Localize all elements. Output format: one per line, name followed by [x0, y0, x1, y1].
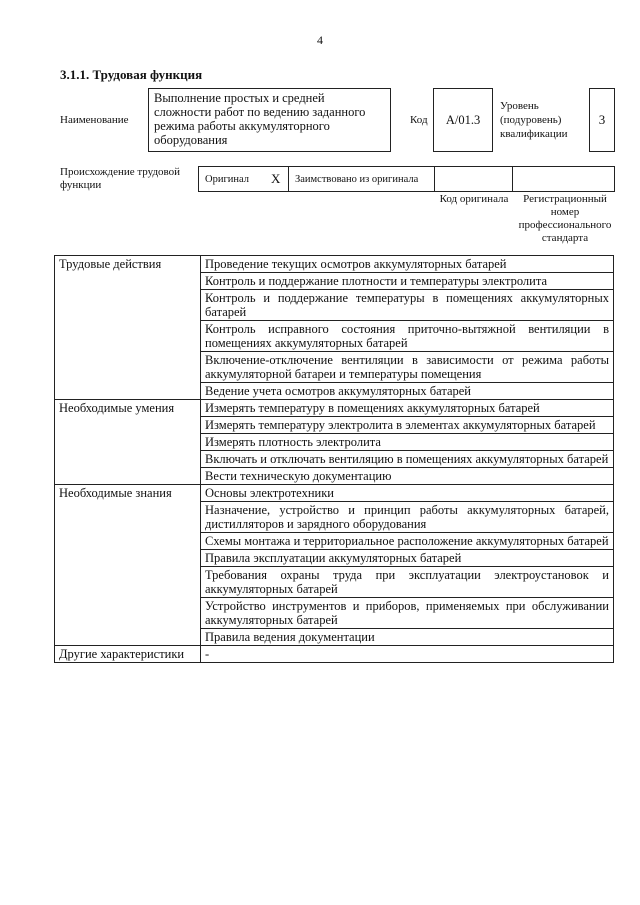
table-cell: -: [201, 646, 614, 663]
section-title-knowledge: Необходимые знания: [55, 485, 201, 646]
level-label: Уровень (подуровень) квалификации: [500, 100, 568, 140]
function-table: [54, 255, 614, 663]
function-name: Выполнение простых и средней сложности работ по ведению заданного режима работы аккумуляторного оборудования: [148, 88, 391, 152]
origin-label: Происхождение трудовой функции: [60, 166, 181, 191]
origin-box: [198, 166, 615, 192]
table-row: [55, 485, 614, 502]
code-original-label: Код оригинала: [439, 193, 509, 205]
table-cell: Вести техническую документацию: [201, 468, 614, 485]
page-number: 4: [317, 33, 323, 47]
code-label: Код: [410, 114, 428, 126]
function-code: А/01.3: [433, 88, 493, 152]
section-title-skills: Необходимые умения: [55, 400, 201, 485]
code-original-cell: [435, 167, 513, 191]
table-row: [55, 400, 614, 417]
function-level: 3: [589, 88, 615, 152]
name-label: Наименование: [60, 114, 129, 126]
original-cell: [199, 167, 289, 191]
section-title-other: Другие характеристики: [55, 646, 201, 663]
original-mark: X: [271, 171, 281, 186]
table-cell: Измерять температуру в помещениях аккумуляторных батарей: [201, 400, 614, 417]
table-cell: Требования охраны труда при эксплуатации электроустановок и аккумуляторных батарей: [201, 567, 614, 598]
table-row: [55, 646, 614, 663]
table-cell: Правила эксплуатации аккумуляторных батарей: [201, 550, 614, 567]
reg-number-label: Регистрационный номер профессионального стандарта: [518, 193, 612, 244]
table-cell: Включение-отключение вентиляции в зависимости от режима работы аккумуляторной батареи и температуры помещения: [201, 352, 614, 383]
table-cell: Устройство инструментов и приборов, применяемых при обслуживании аккумуляторных батарей: [201, 598, 614, 629]
table-row: [55, 256, 614, 273]
original-label: Оригинал: [205, 173, 249, 185]
borrowed-cell: Заимствовано из оригинала: [289, 167, 435, 191]
table-cell: Измерять плотность электролита: [201, 434, 614, 451]
section-title-actions: Трудовые действия: [55, 256, 201, 400]
table-cell: Схемы монтажа и территориальное расположение аккумуляторных батарей: [201, 533, 614, 550]
table-cell: Контроль исправного состояния приточно-вытяжной вентиляции в помещениях аккумуляторных батарей: [201, 321, 614, 352]
table-cell: Проведение текущих осмотров аккумуляторных батарей: [201, 256, 614, 273]
table-cell: Измерять температуру электролита в элементах аккумуляторных батарей: [201, 417, 614, 434]
reg-number-cell: [513, 167, 614, 191]
table-cell: Контроль и поддержание температуры в помещениях аккумуляторных батарей: [201, 290, 614, 321]
table-cell: Основы электротехники: [201, 485, 614, 502]
table-cell: Контроль и поддержание плотности и температуры электролита: [201, 273, 614, 290]
table-cell: Ведение учета осмотров аккумуляторных батарей: [201, 383, 614, 400]
table-cell: Назначение, устройство и принцип работы аккумуляторных батарей, дистилляторов и зарядного оборудования: [201, 502, 614, 533]
table-cell: Включать и отключать вентиляцию в помещениях аккумуляторных батарей: [201, 451, 614, 468]
section-title: 3.1.1. Трудовая функция: [60, 67, 203, 82]
table-cell: Правила ведения документации: [201, 629, 614, 646]
